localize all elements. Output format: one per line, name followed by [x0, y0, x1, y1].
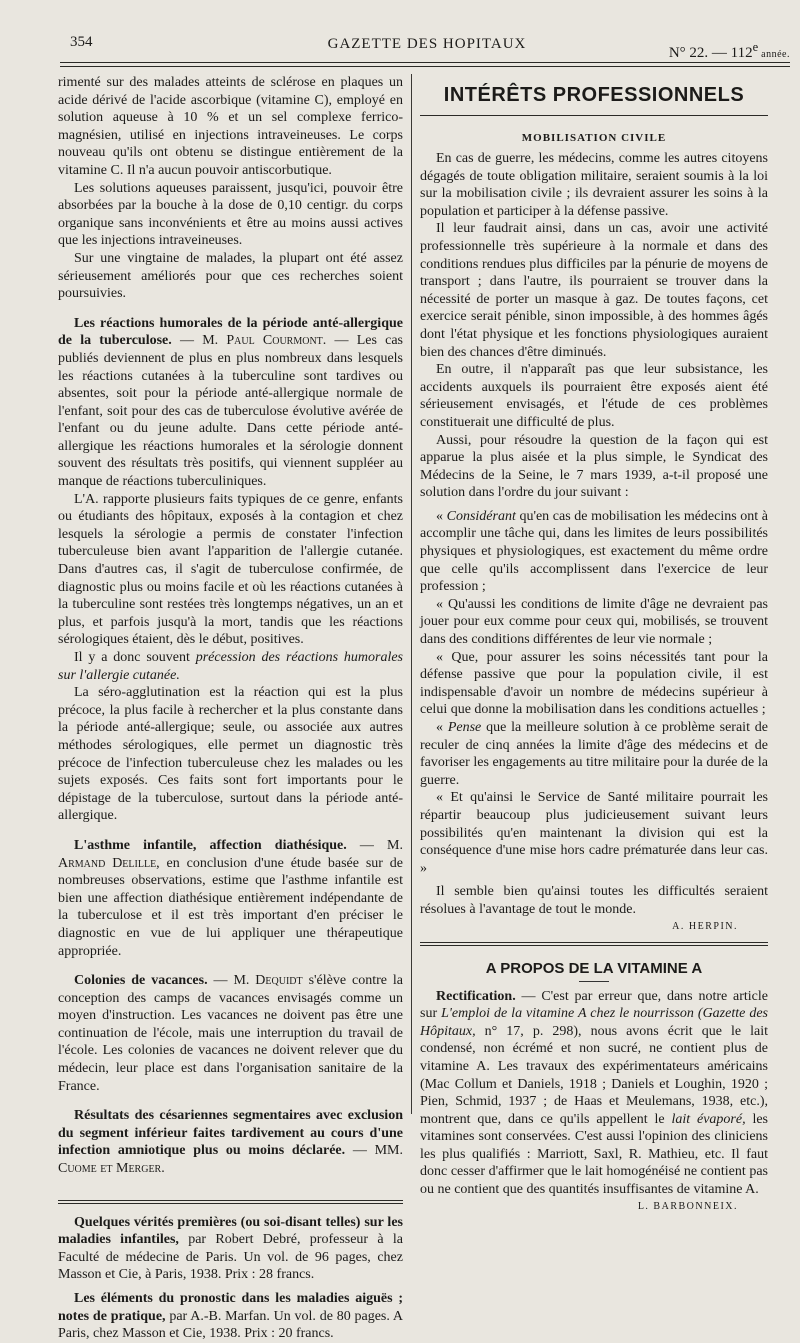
article-author: MM. Cuome et Merger. — [58, 1143, 403, 1177]
header-rule-2 — [60, 66, 790, 67]
paragraph: L'A. rapporte plusieurs faits typiques de ce genre, enfants ou étudiants des hôpitaux, exposés à la contagion et chez lesquels la sérologie a permis de constater l'infection tuberculeuse bien avant l'apparition de l'allergie cutanée. Dans d'autres cas, il s'agit de tuberculose confirmée, de diagnostic plus ou moins facile et où les réactions cutanées à la tuberculine sont restées très longtemps négatives, un an et plus, et parfois jusqu'à la mort, tandis que les réactions sérologiques étaient, dès le début, positives. — [58, 491, 403, 648]
column-divider — [411, 74, 412, 1114]
article-author: M. Dequidt — [233, 973, 303, 989]
article-cesariennes: Résultats des césariennes segmentaires avec exclusion du segment inférieur faites tardivement au cours d'une infection amniotique plus ou moins déclarée. — MM. Cuome et Merger. — [58, 1108, 403, 1177]
article-title: Colonies de vacances. — [74, 973, 208, 989]
article-title: Résultats des césariennes segmentaires avec exclusion du segment inférieur faites tardivement au cours d'une infection amniotique plus ou moins déclarée. — [58, 1108, 403, 1159]
quote: « Considérant qu'en cas de mobilisation les médecins ont à accomplir une tâche qui, dans les limites de leurs possibilités physiques et physiologiques, est exactement du même ordre que celle qu'ils accomplissent dans l'exercice de leur profession ; — [420, 508, 768, 595]
quote: « Et qu'ainsi le Service de Santé militaire pourrait les répartir beaucoup plus judicieusement suivant leurs possibilités qu'en maintenant la division qui est la conséquence d'une mise hors cadre prématurée dans leur cas. » — [420, 790, 768, 876]
quote: « Que, pour assurer les soins nécessités tant pour la défense passive que pour la population civile, il est indispensable d'avoir un nombre de médecins supérieur à celui que donne la mobilisation dans les conditions actuelles ; — [420, 649, 768, 718]
book-review: Quelques vérités premières (ou soi-disant telles) sur les maladies infantiles, par Robert Debré, professeur à la Faculté de médecine de Paris. Un vol. de 96 pages, chez Masson et Cie, à Paris, 1938. Prix : 28 francs. — [58, 1214, 403, 1283]
article-title: Les réactions humorales de la période anté-allergique de la tuberculose. — [58, 315, 403, 349]
paragraph: Aussi, pour résoudre la question de la façon qui est apparue la plus aisée et la plus simple, le Syndicat des Médecins de la Seine, le 7 mars 1939, a-t-il proposé une solution dans l'ordre du jour suivant : — [420, 432, 768, 501]
left-column — [58, 74, 404, 1342]
article-author: M. Armand Delille, — [58, 837, 403, 871]
paragraph: Les solutions aqueuses paraissent, jusqu'ici, pouvoir être absorbées par la bouche à la dose de 0,10 centigr. du corps organique sans inconvénients et être au moins aussi actives que les injections intraveineuses. — [58, 180, 403, 249]
article-asthme: L'asthme infantile, affection diathésique. — M. Armand Delille, en conclusion d'une étude basée sur de nombreuses observations, estime que l'asthme infantile est bien une affection diathésique entièrement indépendante de la tuberculose et il est très important d'en préciser le diagnostic en vue de lui appliquer une thérapeutique appropriée. — [58, 837, 403, 959]
page-number: 354 — [70, 34, 93, 50]
section-rule — [420, 942, 768, 946]
paragraph: Il leur faudrait ainsi, dans un cas, avoir une activité professionnelle très supérieure à la normale et dans des conditions rendues plus difficiles par la pénurie de moyens de transport ; dans l'autre, ils pourraient se trouver dans la nécessité de porter un masque à gaz. De toutes façons, cet exercice serait pénible, sinon impossible, à des hommes âgés dont l'état physique et les fonctions physiologiques auraient bien des chances d'être diminués. — [420, 221, 768, 360]
paragraph: rimenté sur des malades atteints de sclérose en plaques un acide dérivé de l'acide ascorbique (vitamine C), employé en solution aqueuse à 10 % et un sel complexe ferrico-magnésien, utilisé en injections intraveineuses. Le corps nouveau qu'ils ont obtenu se distingue entièrement de la vitamine C. Il n'a aucun pouvoir antiscorbutique. — [58, 75, 403, 178]
article-author: M. Paul Courmont. — [202, 333, 327, 349]
article-title: L'asthme infantile, affection diathésique. — [74, 837, 347, 853]
heading-rule — [579, 981, 609, 982]
section-heading: INTÉRÊTS PROFESSIONNELS — [443, 84, 745, 106]
right-column — [420, 74, 769, 1212]
heading-rule — [420, 115, 768, 116]
article-allergie: Les réactions humorales de la période anté-allergique de la tuberculose. — M. Paul Courmont. — Les cas publiés deviennent de plus en plus nombreux dans lesquels les réactions cutanées à la tuberculine sont tardives ou absentes, soit pour la période anté-allergique normale de l'enfant, soit pour des cas de tuberculose évolutive avérée de l'enfant ou du jeune adulte. Dans cette période anté-allergique les réactions humorales et la sérologie donnent souvent des résultats très positifs, qui viennent suppléer au manque de réactions tuberculiniques. — [58, 315, 404, 490]
issue-number: N° 22. — 112e année. — [668, 40, 790, 61]
article-rectification: Rectification. — C'est par erreur que, dans notre article sur L'emploi de la vitamine A chez le nourrisson (Gazette des Hôpitaux, n° 17, p. 298), nous avons écrit que le lait condensé, non écrémé et non sucré, ne contient plus de vitamine A. Les travaux des expérimentateurs américains (Mac Collum et Daniels, 1918 ; Daniels et Loughin, 1920 ; Pien, Schmid, 1937 ; de Haas et Meulemans, 1938, etc.), montrent que, dans ce qu'ils appellent le lait évaporé, les vitamines sont conservées. C'est aussi l'opinion des cliniciens les plus qualifiés : Marriott, Saxl, R. Mathieu, etc. Il faut donc cesser d'affirmer que le lait homogénéisé ne contient pas ou ne contient que des quantités insuffisantes de vitamine A. — [420, 988, 768, 1198]
section-rule — [58, 1200, 403, 1204]
paragraph: En cas de guerre, les médecins, comme les autres citoyens dégagés de toute obligation militaire, seraient soumis à la loi sur la mobilisation civile ; ils devraient assurer les soins à la population et participer à la défense passive. — [420, 151, 768, 219]
book-review: Les éléments du pronostic dans les maladies aiguës ; notes de pratique, par A.-B. Marfan. Un vol. de 80 pages. A Paris, chez Masson et Cie, 1938. Prix : 20 francs. — [58, 1291, 403, 1342]
paragraph: Sur une vingtaine de malades, la plupart ont été assez sérieusement améliorés pour que ces recherches soient poursuivies. — [58, 250, 403, 302]
page-header — [64, 32, 790, 62]
paragraph: En outre, il n'apparaît pas que leur subsistance, les accidents auxquels ils pourraient être exposés aient été sérieusement envisagés, et l'étude de ces problèmes constituerait une difficulté de plus. — [420, 362, 768, 430]
quote: « Qu'aussi les conditions de limite d'âge ne devraient pas jouer pour eux comme pour ceux qui, mobilisés, se trouvent dans des conditions différentes de leur vie normale ; — [420, 596, 768, 648]
paragraph: Il semble bien qu'ainsi toutes les difficultés seraient résolues à l'avantage de tout le monde. — [420, 884, 768, 917]
journal-title: GAZETTE DES HOPITAUX — [327, 36, 527, 52]
quote: « Pense que la meilleure solution à ce problème serait de reculer de cinq années la limite d'âge des médecins et de favoriser les engagements au titre militaire pour la durée de la guerre. — [420, 720, 769, 788]
section-heading: A PROPOS DE LA VITAMINE A — [485, 959, 703, 977]
header-rule — [60, 62, 790, 63]
paragraph: Il y a donc souvent précession des réactions humorales sur l'allergie cutanée. — [58, 650, 403, 683]
article-colonies: Colonies de vacances. — M. Dequidt s'élève contre la conception des camps de vacances envisagés comme un moyen d'instruction. Les vacances ne doivent pas être une continuation de l'école, mais une interruption du travail de l'école. Les colonies de vacances ne doivent relever que du médecin, leur place est dans l'organisation sanitaire de la France. — [58, 973, 404, 1094]
signature: A. HERPIN. — [672, 920, 738, 932]
subheading: MOBILISATION CIVILE — [521, 132, 667, 144]
signature: L. BARBONNEIX. — [637, 1200, 738, 1212]
paragraph: La séro-agglutination est la réaction qui est la plus précoce, la plus facile à rechercher et la plus constante dans la période anté-allergique; seule, ou associée aux autres méthodes sérologiques, elle permet un diagnostic très précoce de l'infection tuberculeuse chez les malades ou les sujets exposés. Ces faits sont fort importants pour le dépistage de la tuberculose, surtout dans la période anté-allergique. — [58, 685, 403, 824]
